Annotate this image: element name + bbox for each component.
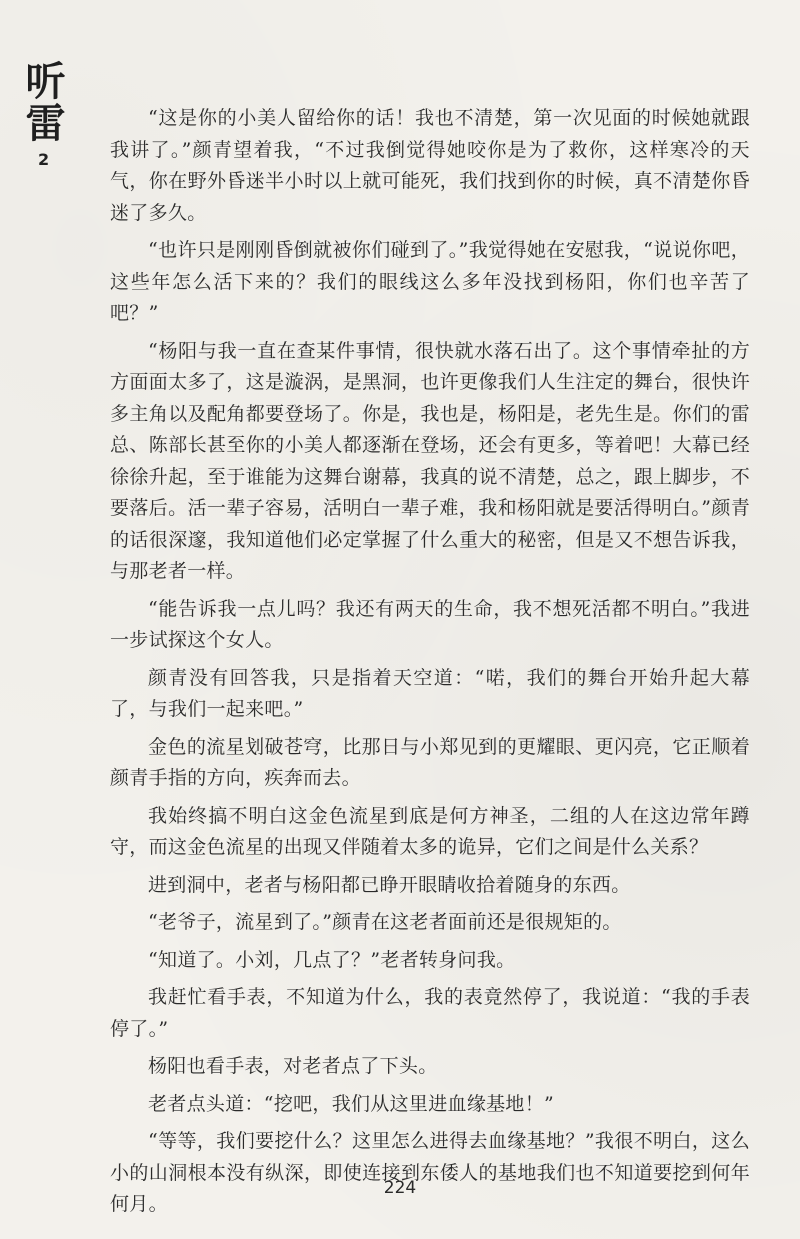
body-text — [110, 103, 750, 1227]
paragraph: 我始终搞不明白这金色流星到底是何方神圣，二组的人在这边常年蹲守，而这金色流星的出现又伴随着太多的诡异，它们之间是什么关系？ — [110, 804, 750, 858]
paragraph: “等等，我们要挖什么？这里怎么进得去血缘基地？”我很不明白，这么小的山洞根本没有纵深，即使连接到东倭人的基地我们也不知道要挖到何年何月。 — [110, 1130, 750, 1215]
paragraph: “这是你的小美人留给你的话！我也不清楚，第一次见面的时候她就跟我讲了。”颜青望着我，“不过我倒觉得她咬你是为了救你，这样寒冷的天气，你在野外昏迷半小时以上就可能死，我们找到你的时候，真不清楚你昏迷了多久。 — [110, 107, 750, 224]
paragraph: “杨阳与我一直在查某件事情，很快就水落石出了。这个事情牵扯的方方面面太多了，这是漩涡，是黑洞，也许更像我们人生注定的舞台，很快许多主角以及配角都要登场了。你是，我也是，杨阳是，老先生是。你们的雷总、陈部长甚至你的小美人都逐渐在登场，还会有更多，等着吧！大幕已经徐徐升起，至于谁能为这舞台谢幕，我真的说不清楚，总之，跟上脚步，不要落后。活一辈子容易，活明白一辈子难，我和杨阳就是要活得明白。”颜青的话很深邃，我知道他们必定掌握了什么重大的秘密，但是又不想告诉我，与那老者一样。 — [110, 339, 750, 582]
running-header — [14, 60, 78, 169]
paragraph: 我赶忙看手表，不知道为什么，我的表竟然停了，我说道：“我的手表停了。” — [110, 986, 750, 1040]
paragraph: 杨阳也看手表，对老者点了下头。 — [148, 1055, 438, 1077]
paragraph: 颜青没有回答我，只是指着天空道：“喏，我们的舞台开始升起大幕了，与我们一起来吧。” — [110, 666, 750, 720]
paragraph: 金色的流星划破苍穹，比那日与小郑见到的更耀眼、更闪亮，它正顺着颜青手指的方向，疾奔而去。 — [110, 735, 750, 789]
paragraph: “知道了。小刘，几点了？”老者转身问我。 — [148, 948, 516, 971]
paragraph: 进到洞中，老者与杨阳都已睁开眼睛收拾着随身的东西。 — [148, 873, 631, 896]
book-title: 听雷 — [19, 60, 66, 144]
paragraph: “也许只是刚刚昏倒就被你们碰到了。”我觉得她在安慰我，“说说你吧，这些年怎么活下来的？我们的眼线这么多年没找到杨阳，你们也辛苦了吧？” — [110, 239, 750, 324]
paragraph: “能告诉我一点儿吗？我还有两天的生命，我不想死活都不明白。”我进一步试探这个女人。 — [110, 597, 750, 651]
paragraph: 老者点头道：“挖吧，我们从这里进血缘基地！” — [148, 1092, 555, 1115]
page-number: 224 — [383, 1178, 417, 1198]
volume-number: 2 — [38, 150, 50, 169]
paragraph: “老爷子，流星到了。”颜青在这老者面前还是很规矩的。 — [148, 911, 622, 933]
